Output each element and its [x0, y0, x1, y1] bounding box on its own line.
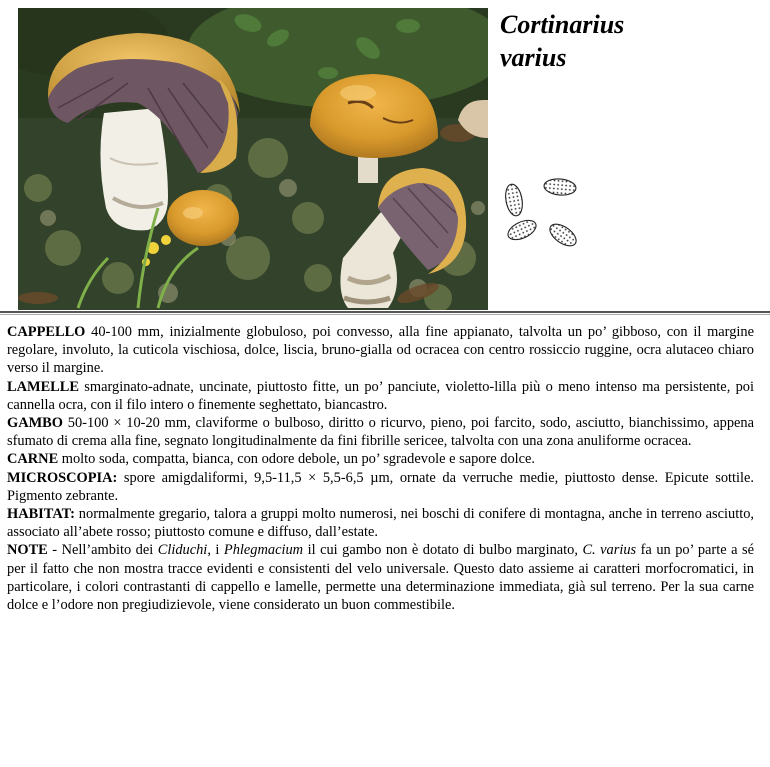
- section-note: [7, 541, 754, 614]
- section-lamelle: [7, 378, 754, 414]
- section-text: , i: [207, 542, 224, 559]
- section-text: - Nell’ambito dei: [47, 542, 158, 559]
- section-text: molto soda, compatta, bianca, con odore debole, un po’ sgradevole e sapore dolce.: [58, 451, 536, 468]
- section-text-italic: Cliduchi: [157, 542, 208, 559]
- species-description: [7, 323, 754, 614]
- section-microscopia: [7, 469, 754, 505]
- section-text-italic: Phlegmacium: [223, 542, 304, 559]
- section-label: CARNE: [7, 451, 59, 468]
- section-text: 40-100 mm, inizialmente globuloso, poi convesso, alla fine appianato, talvolta un po’ gibboso, con il margine regolare, involuto, la cuticola vischiosa, dolce, liscia, bruno-gialla od ocracea con centro rossiccio ruggine, ocra alutaceo chiaro verso il margine.: [7, 324, 754, 377]
- species-title: [500, 8, 750, 74]
- spores-icon: [500, 175, 580, 250]
- section-carne: [7, 450, 754, 468]
- section-text: il cui gambo non è dotato di bulbo marginato,: [303, 542, 583, 559]
- mushroom-photo-illustration: [18, 8, 488, 310]
- section-cappello: [7, 323, 754, 378]
- section-text: fa un po’ parte a sé per il fatto che non mostra tracce evidenti e consistenti del velo universale. Questo dato assieme ai caratteri morfocromatici, in particolare, i colori contrastanti di cappello e lamelle, permette una determinazione immediata, già sul terreno. Per la sua carne dolce e l’odore non pregiudizievole, viene considerato un buon commestibile.: [7, 542, 754, 614]
- section-habitat: [7, 505, 754, 541]
- section-label: GAMBO: [7, 415, 63, 432]
- section-text-italic: C. varius: [582, 542, 637, 559]
- genus-name: Cortinarius: [500, 10, 625, 39]
- section-label: HABITAT:: [7, 506, 75, 523]
- section-label: NOTE: [7, 542, 48, 559]
- header-divider-secondary: [0, 314, 770, 315]
- section-gambo: [7, 414, 754, 450]
- species-name: varius: [500, 43, 567, 72]
- section-text: spore amigdaliformi, 9,5-11,5 × 5,5-6,5 µm, ornate da verruche medie, piuttosto dense. Epicute sottile. Pigmento zebrante.: [7, 469, 754, 504]
- section-label: CAPPELLO: [7, 324, 86, 340]
- section-text: smarginato-adnate, uncinate, piuttosto fitte, un po’ panciute, violetto-lilla più o meno intenso ma persistente, poi cannella ocra, con il filo intero o finemente seghettato, biancastro.: [7, 378, 754, 413]
- spore-drawing: [500, 175, 580, 255]
- section-text: normalmente gregario, talora a gruppi molto numerosi, nei boschi di conifere di montagna, anche in terreno asciutto, associato all’abete rosso; piuttosto comune e diffuso, dall’estate.: [7, 506, 754, 541]
- mushroom-photo: [18, 8, 488, 310]
- section-label: LAMELLE: [7, 378, 79, 395]
- section-text: 50-100 × 10-20 mm, claviforme o bulboso, diritto o ricurvo, pieno, poi farcito, sodo, asciutto, bianchissimo, appena sfumato di crema alla fine, segnato longitudinalmente da fini fibrille sericee, talvolta con una zona anuliforme ocracea.: [7, 415, 754, 450]
- section-label: MICROSCOPIA:: [7, 469, 118, 486]
- header-divider: [0, 311, 770, 313]
